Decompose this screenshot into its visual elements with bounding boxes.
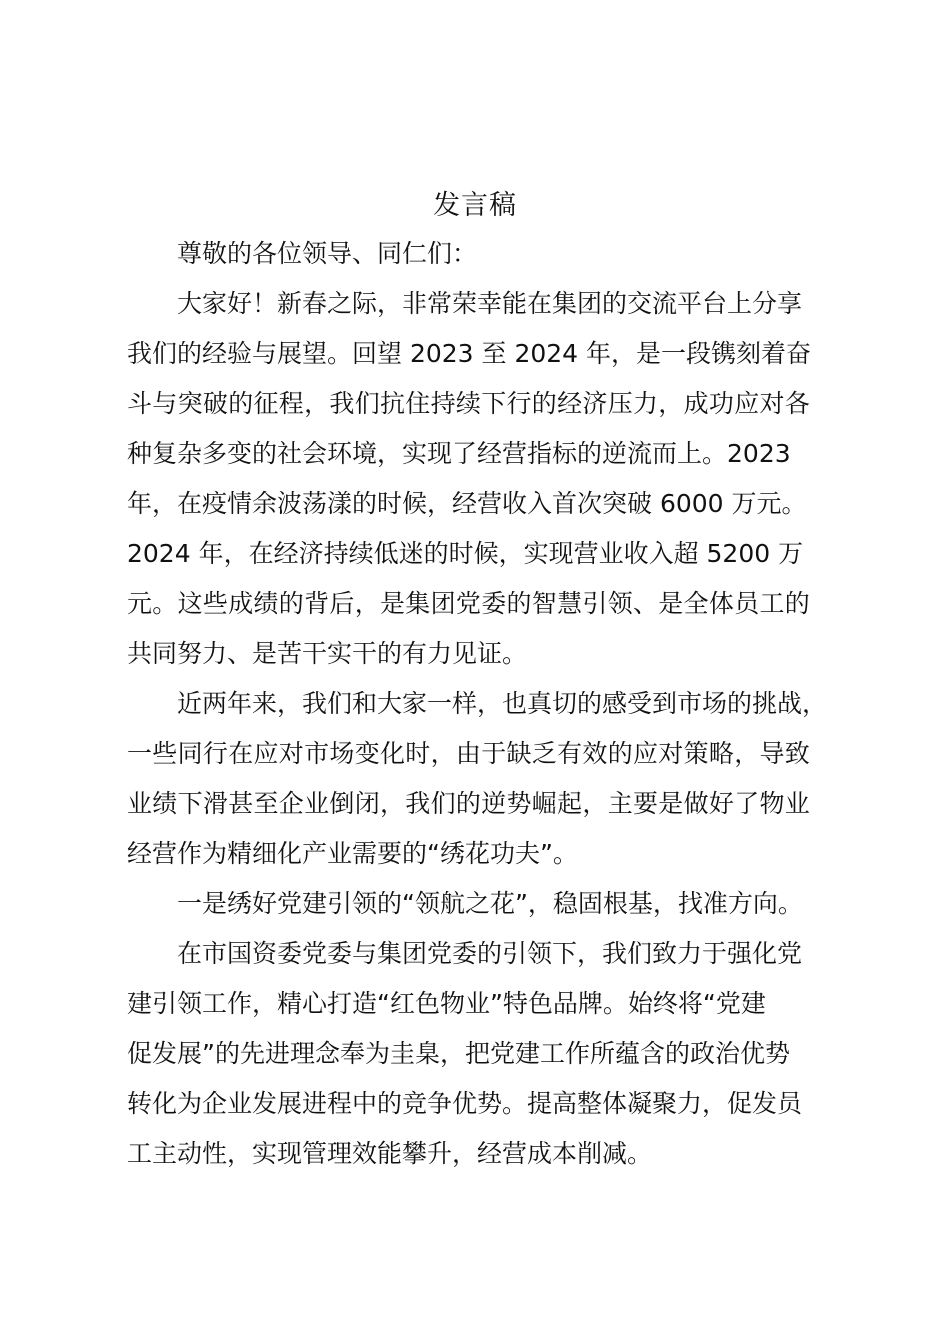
paragraph-line: 年，在疫情余波荡漾的时候，经营收入首次突破 6000 万元。 [127, 489, 807, 518]
paragraph-line: 大家好！新春之际，非常荣幸能在集团的交流平台上分享 [177, 289, 803, 318]
paragraph-line: 2024 年，在经济持续低迷的时候，实现营业收入超 5200 万 [127, 539, 804, 568]
paragraph-line: 在市国资委党委与集团党委的引领下，我们致力于强化党 [177, 939, 803, 968]
paragraph-line: 业绩下滑甚至企业倒闭，我们的逆势崛起，主要是做好了物业 [127, 789, 811, 818]
paragraph-line: 工主动性，实现管理效能攀升，经营成本削减。 [127, 1139, 653, 1168]
paragraph-line: 建引领工作，精心打造“红色物业”特色品牌。始终将“党建 [127, 989, 766, 1018]
paragraph-line: 种复杂多变的社会环境，实现了经营指标的逆流而上。2023 [127, 439, 791, 468]
paragraph-line: 元。这些成绩的背后，是集团党委的智慧引领、是全体员工的 [127, 589, 811, 618]
paragraph-line: 经营作为精细化产业需要的“绣花功夫”。 [127, 839, 578, 868]
paragraph-line: 促发展”的先进理念奉为圭臬，把党建工作所蕴含的政治优势 [127, 1039, 790, 1068]
paragraph-line: 近两年来，我们和大家一样，也真切的感受到市场的挑战， [177, 689, 828, 718]
paragraph-line: 转化为企业发展进程中的竞争优势。提高整体凝聚力，促发员 [127, 1089, 803, 1118]
salutation: 尊敬的各位领导、同仁们： [177, 239, 478, 268]
document-title: 发言稿 [433, 190, 517, 221]
paragraph-line: 共同努力、是苦干实干的有力见证。 [127, 639, 528, 668]
paragraph-line: 我们的经验与展望。回望 2023 至 2024 年，是一段镌刻着奋 [127, 339, 812, 368]
section-heading: 一是绣好党建引领的“领航之花”，稳固根基，找准方向。 [177, 889, 803, 918]
paragraph-line: 一些同行在应对市场变化时，由于缺乏有效的应对策略，导致 [127, 739, 811, 768]
paragraph-line: 斗与突破的征程，我们抗住持续下行的经济压力，成功应对各 [127, 389, 811, 418]
